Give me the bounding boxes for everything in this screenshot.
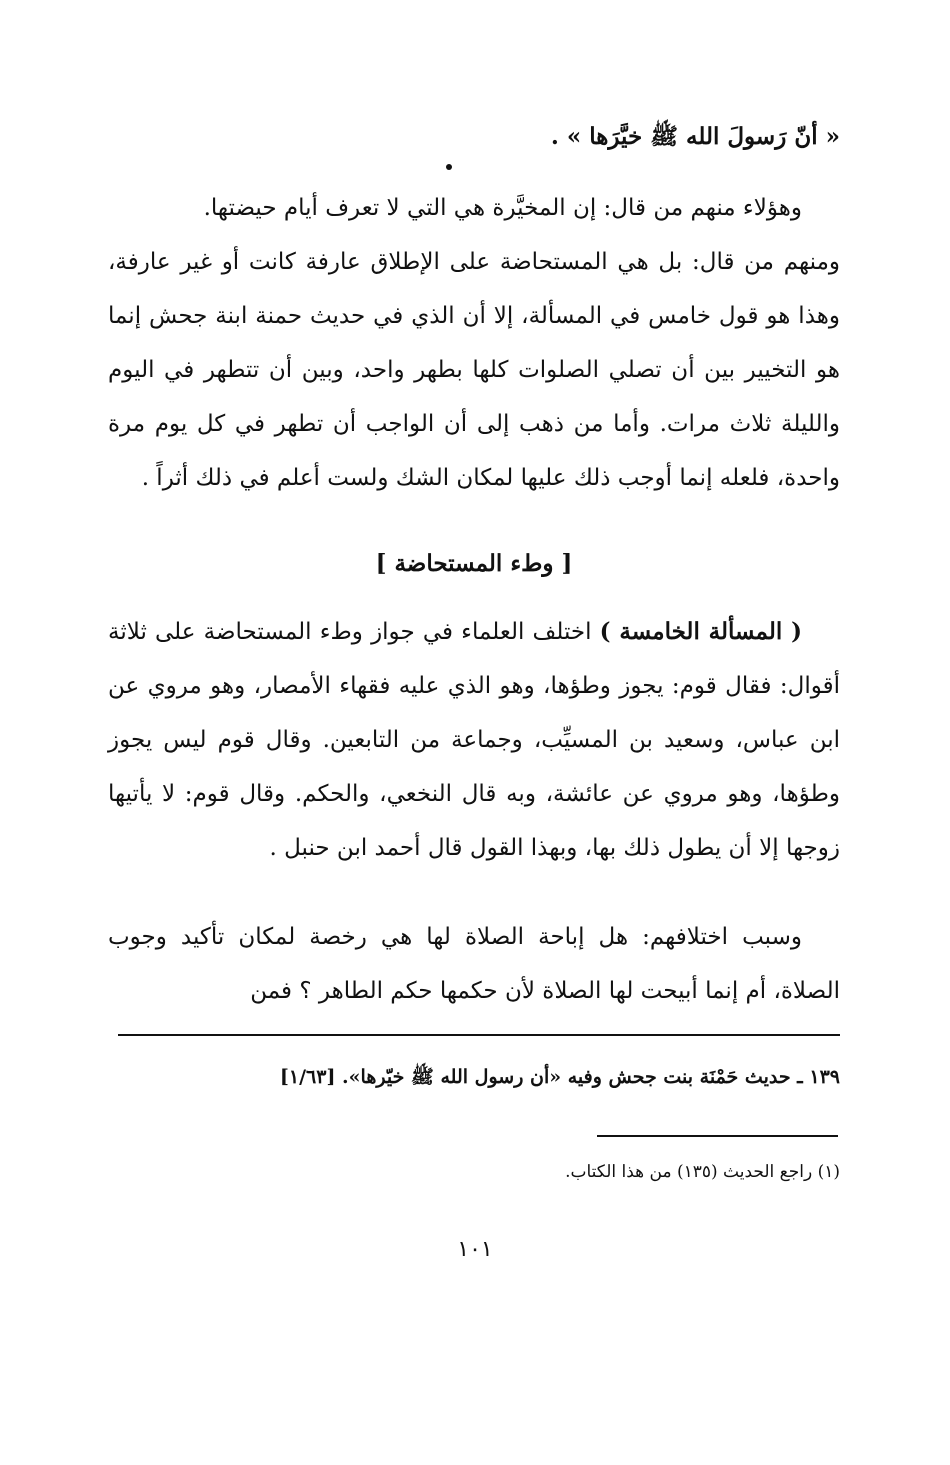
paragraph-1 — [108, 181, 840, 505]
footnote-separator — [118, 1034, 840, 1036]
paragraph-1-line-1: وهؤلاء منهم من قال: إن المخيَّرة هي التي لا تعرف أيام حيضتها. — [203, 195, 802, 221]
footnote-rule — [597, 1135, 838, 1137]
paragraph-2-body: اختلف العلماء في جواز وطء المستحاضة على ثلاثة أقوال: فقال قوم: يجوز وطؤها، وهو الذي عليه فقهاء الأمصار، وهو مروي عن ابن عباس، وسعيد بن المسيِّب، وجماعة من التابعين. وقال قوم ليس يجوز وطؤها، وهو مروي عن عائشة، وبه قال النخعي، والحكم. وقال قوم: لا يأتيها زوجها إلا أن يطول ذلك بها، وبهذا القول قال أحمد ابن حنبل . — [108, 619, 840, 861]
issue-label: ( المسألة الخامسة ) — [599, 618, 802, 645]
footnote: (١) راجع الحديث (١٣٥) من هذا الكتاب. — [565, 1162, 840, 1182]
paragraph-3 — [108, 910, 840, 1018]
page-number: ١٠١ — [457, 1237, 493, 1262]
opening-quote: « أنّ رَسولَ الله ﷺ خيَّرَها » . — [550, 123, 840, 150]
decorative-dot — [446, 164, 452, 170]
paragraph-3-text: وسبب اختلافهم: هل إباحة الصلاة لها هي رخصة لمكان تأكيد وجوب الصلاة، أم إنما أبيحت لها الصلاة لأن حكمها حكم الطاهر ؟ فمن — [108, 924, 840, 1004]
paragraph-1-body: ومنهم من قال: بل هي المستحاضة على الإطلاق عارفة كانت أو غير عارفة، وهذا هو قول خامس في المسألة، إلا أن الذي في حديث حمنة ابنة جحش إنما هو التخيير بين أن تصلي الصلوات كلها بطهر واحد، وبين أن تتطهر في اليوم والليلة ثلاث مرات. وأما من ذهب إلى أن الواجب أن تطهر في كل يوم مرة واحدة، فلعله إنما أوجب ذلك عليها لمكان الشك ولست أعلم في ذلك أثراً . — [108, 249, 840, 491]
hadith-reference: ١٣٩ ـ حديث حَمْنَة بنت جحش وفيه «أن رسول الله ﷺ خيّرها». [١/٦٣] — [279, 1066, 840, 1088]
paragraph-2-text — [108, 605, 840, 875]
paragraph-2 — [108, 605, 840, 875]
section-heading: [ وطء المستحاضة ] — [375, 550, 573, 577]
